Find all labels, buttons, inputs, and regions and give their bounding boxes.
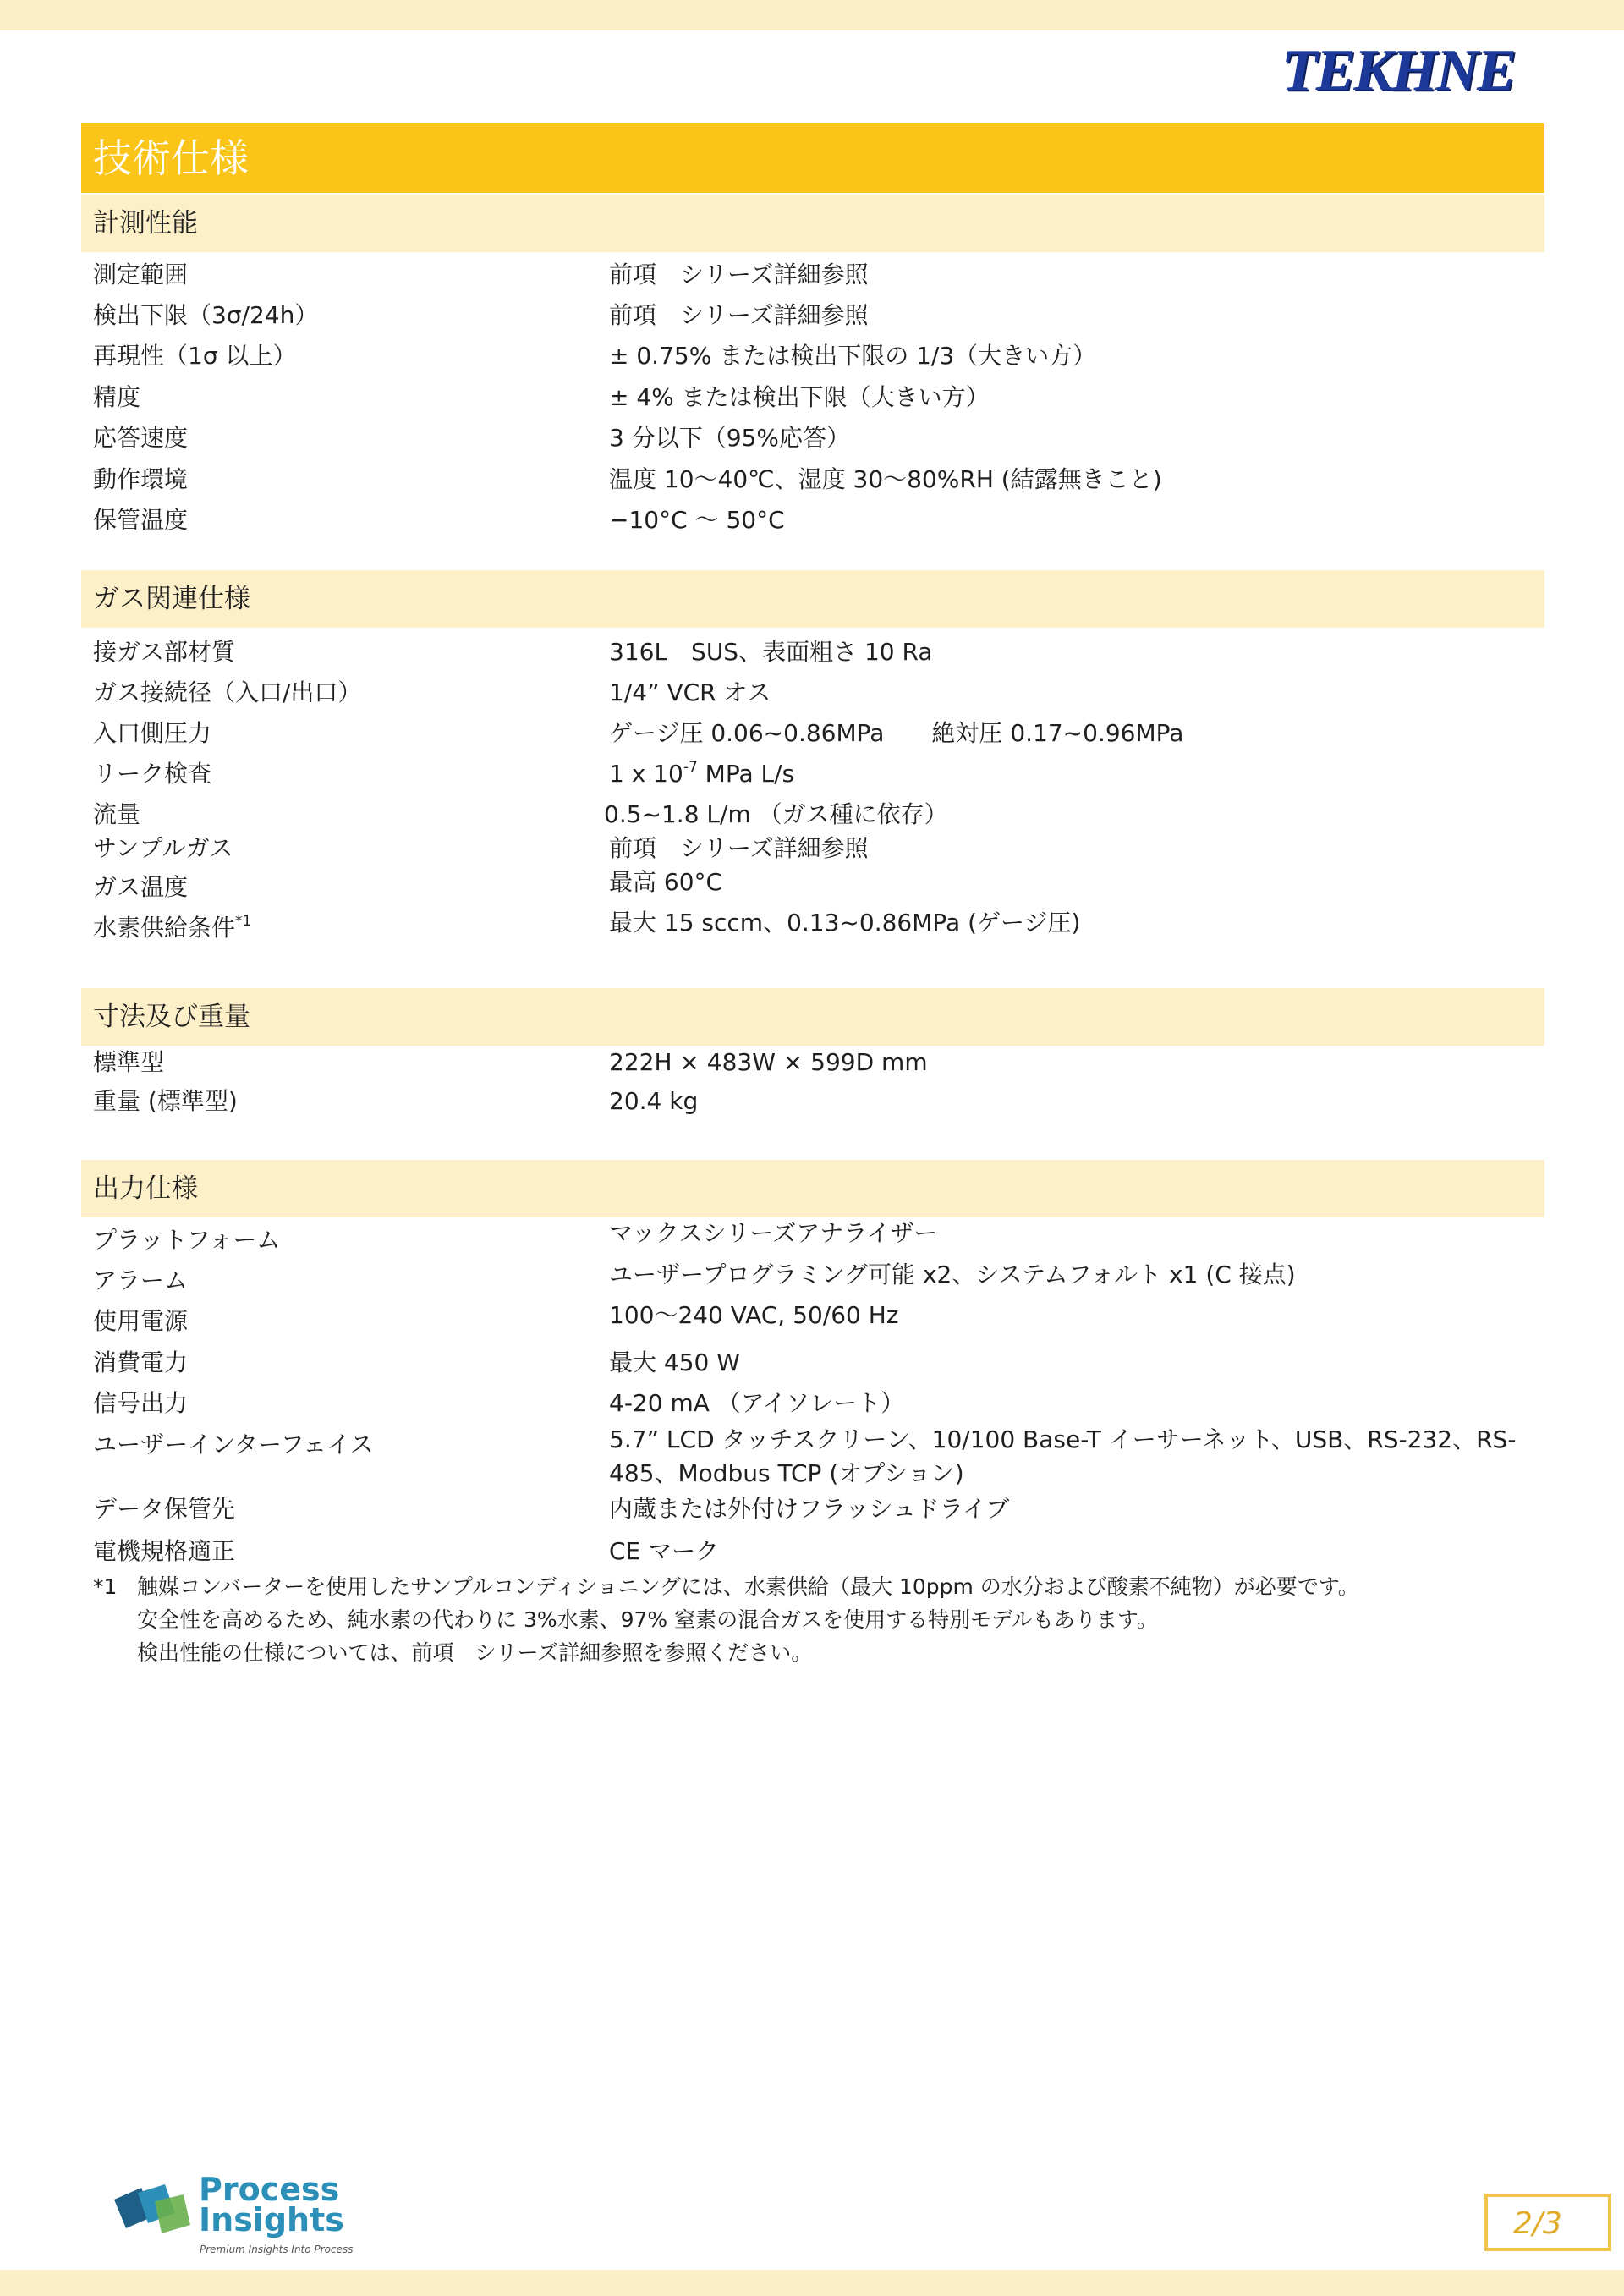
spec-label-hydrogen — [93, 912, 251, 944]
spec-label: 再現性（1σ 以上） — [93, 342, 297, 370]
spec-value-interface: 5.7” LCD タッチスクリーン、10/100 Base-T イーサーネット、USB、RS-232、RS-485、Modbus TCP (オプション) — [609, 1425, 1517, 1487]
hydrogen-label-text: 水素供給条件 — [93, 914, 236, 942]
spec-label: ガス接続径（入口/出口） — [93, 678, 362, 706]
spec-label: データ保管先 — [93, 1495, 236, 1523]
spec-value: 1/4” VCR オス — [609, 678, 771, 706]
section-header-measurement — [81, 195, 1544, 252]
footnote-ref: *1 — [235, 913, 252, 930]
spec-label: 保管温度 — [93, 506, 189, 534]
spec-label: 流量 — [93, 800, 141, 828]
process-insights-logo — [112, 2171, 366, 2259]
spec-label: 消費電力 — [93, 1348, 189, 1376]
spec-value: 最大 450 W — [609, 1348, 740, 1376]
spec-value: −10°C ～ 50°C — [609, 506, 785, 534]
spec-value: 最大 15 sccm、0.13~0.86MPa (ゲージ圧) — [609, 909, 1081, 937]
page-number-box — [1484, 2194, 1611, 2251]
spec-label: 動作環境 — [93, 465, 189, 493]
partner-name: Process Insights — [199, 2171, 344, 2238]
spec-value: 3 分以下（95%応答） — [609, 424, 850, 452]
footnote-line: 検出性能の仕様については、前項 シリーズ詳細参照を参照ください。 — [137, 1640, 813, 1665]
section-header-dimensions — [81, 988, 1544, 1046]
spec-value: 4-20 mA （アイソレート） — [609, 1389, 905, 1417]
section-title: 寸法及び重量 — [93, 1002, 250, 1032]
page-number: 2/3 — [1513, 2206, 1562, 2241]
spec-value: 内蔵または外付けフラッシュドライブ — [609, 1495, 1010, 1523]
section-title: 出力仕様 — [93, 1173, 198, 1204]
spec-value: ± 4% または検出下限（大きい方） — [609, 383, 990, 411]
top-decorative-band — [0, 0, 1624, 30]
spec-label: 電機規格適正 — [93, 1537, 236, 1565]
spec-label: 標準型 — [93, 1048, 165, 1076]
spec-value: 316L SUS、表面粗さ 10 Ra — [609, 638, 933, 666]
spec-label: 検出下限（3σ/24h） — [93, 301, 319, 329]
spec-value: CE マーク — [609, 1537, 720, 1565]
footnote-line: 安全性を高めるため、純水素の代わりに 3%水素、97% 窒素の混合ガスを使用する特別モデルもあります。 — [137, 1607, 1158, 1632]
bottom-decorative-band — [0, 2270, 1624, 2296]
spec-label: 信号出力 — [93, 1389, 189, 1417]
leak-test-exponent: -7 — [683, 759, 698, 776]
spec-value: 222H × 483W × 599D mm — [609, 1048, 928, 1076]
spec-label: アラーム — [93, 1266, 189, 1294]
spec-value: 温度 10～40℃、湿度 30～80%RH (結露無きこと) — [609, 465, 1162, 493]
process-insights-mark-icon — [112, 2183, 193, 2242]
spec-value: マックスシリーズアナライザー — [609, 1219, 938, 1247]
section-title: 計測性能 — [93, 208, 198, 239]
section-header-output — [81, 1160, 1544, 1217]
tekhne-logo: TEKHNE — [1281, 38, 1515, 103]
spec-label: 測定範囲 — [93, 261, 189, 288]
spec-value: ユーザープログラミング可能 x2、システムフォルト x1 (C 接点) — [609, 1261, 1296, 1288]
spec-label: 入口側圧力 — [93, 719, 212, 747]
page-title: 技術仕様 — [93, 135, 249, 181]
spec-label: サンプルガス — [93, 834, 233, 862]
spec-value: 0.5~1.8 L/m （ガス種に依存） — [604, 800, 948, 828]
section-title: ガス関連仕様 — [93, 584, 250, 614]
leak-test-unit: MPa L/s — [697, 760, 795, 788]
spec-value: 前項 シリーズ詳細参照 — [609, 834, 869, 862]
footnote-line: 触媒コンバーターを使用したサンプルコンディショニングには、水素供給（最大 10ppm の水分および酸素不純物）が必要です。 — [137, 1574, 1359, 1599]
spec-label: プラットフォーム — [93, 1226, 281, 1254]
partner-tagline: Premium Insights Into Process — [200, 2244, 354, 2255]
spec-label: 接ガス部材質 — [93, 638, 236, 666]
spec-value: 20.4 kg — [609, 1087, 699, 1115]
spec-value: 100～240 VAC, 50/60 Hz — [609, 1301, 899, 1329]
spec-label: 重量 (標準型) — [93, 1087, 238, 1115]
leak-test-base: 1 x 10 — [609, 760, 683, 788]
footnote-mark: *1 — [93, 1574, 118, 1599]
spec-value: 前項 シリーズ詳細参照 — [609, 301, 869, 329]
spec-value: ± 0.75% または検出下限の 1/3（大きい方） — [609, 342, 1097, 370]
spec-value: 最高 60°C — [609, 868, 723, 896]
spec-label: 応答速度 — [93, 424, 189, 452]
spec-label: ガス温度 — [93, 873, 189, 901]
page-title-bar — [81, 123, 1544, 193]
spec-label: リーク検査 — [93, 760, 212, 788]
spec-label: 使用電源 — [93, 1307, 189, 1335]
spec-label: ユーザーインターフェイス — [93, 1431, 374, 1458]
spec-value: 前項 シリーズ詳細参照 — [609, 261, 869, 288]
spec-label: 精度 — [93, 383, 141, 411]
spec-value-leak-test — [609, 758, 794, 790]
section-header-gas — [81, 570, 1544, 628]
spec-value: ゲージ圧 0.06~0.86MPa 絶対圧 0.17~0.96MPa — [609, 719, 1184, 747]
